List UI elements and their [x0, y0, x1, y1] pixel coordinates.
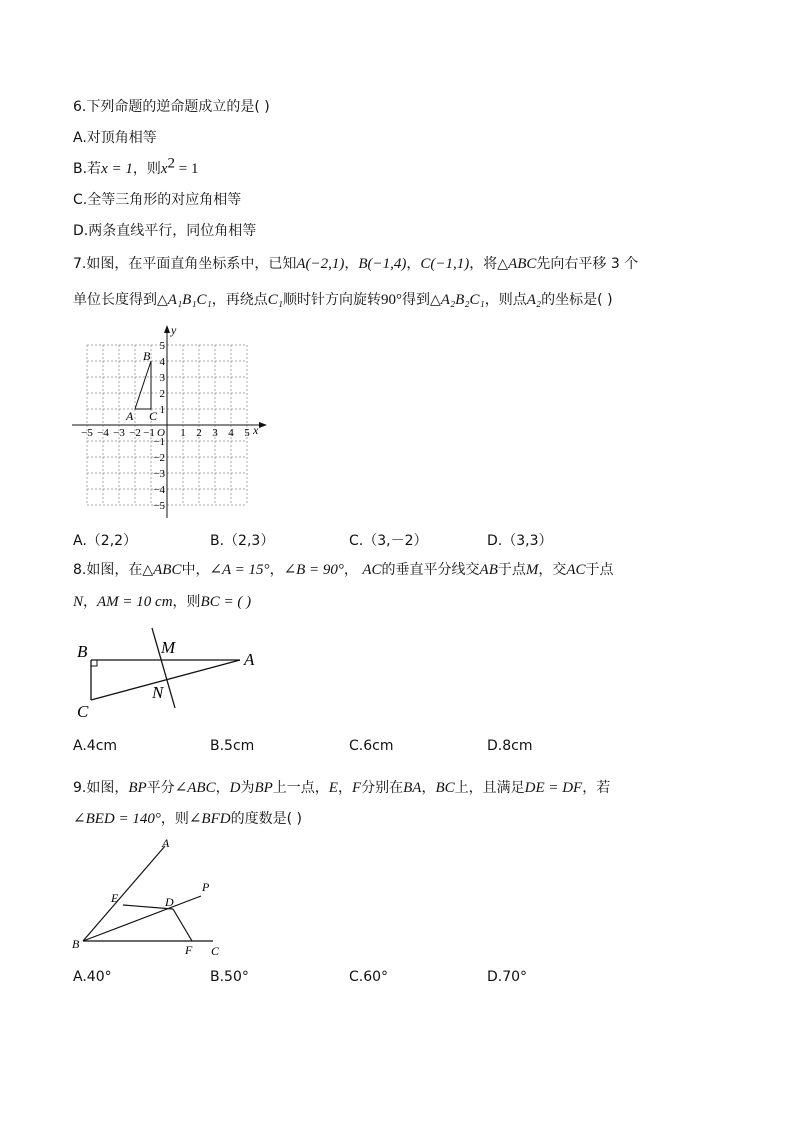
q6-option-c: C.全等三角形的对应角相等 [73, 192, 242, 208]
q6-b-condition: x = 1 [101, 161, 133, 177]
q8-option-a: A.4cm [73, 738, 118, 754]
q9-option-b: B.50° [210, 969, 249, 985]
y-tick: −2 [153, 452, 165, 464]
q8-seg-ac: AC [362, 562, 382, 578]
q9-option-a: A.40° [73, 969, 112, 985]
q9-ba: BA [403, 780, 422, 796]
q8-option-b: B.5cm [210, 738, 255, 754]
label-e: E [111, 891, 119, 905]
q9-stem-line1 [73, 778, 610, 798]
q8-bc: BC = ( ) [200, 594, 252, 610]
label-a: A [162, 836, 170, 850]
q8-triangle-figure [70, 620, 270, 725]
q8-l2-a: ， [83, 594, 98, 610]
label-b: B [72, 937, 80, 951]
x-tick: −1 [143, 427, 155, 439]
q9-l1-a: 9.如图， [73, 780, 129, 796]
x-tick: −2 [129, 427, 141, 439]
q7-angle: 90° [381, 292, 402, 308]
q9-bp: BP [128, 780, 147, 796]
q6-b-result-tail: = 1 [175, 161, 199, 177]
q8-seg-ab: AB [479, 562, 498, 578]
q7-point-c: C(−1,1) [420, 256, 470, 272]
y-tick: 5 [159, 340, 165, 352]
q7-l2-a: 单位长度得到△ [73, 292, 168, 308]
q7-point-a2: A₂ [526, 292, 542, 308]
x-tick: 4 [228, 427, 234, 439]
x-tick: −3 [113, 427, 125, 439]
q9-l1-i: 上，且满足 [454, 780, 525, 796]
q9-d: D [229, 780, 241, 796]
q9-l1-d: 为 [240, 780, 255, 796]
q9-l1-h: ， [421, 780, 436, 796]
q6-b-result-base: x [160, 161, 168, 177]
x-tick: 3 [212, 427, 218, 439]
y-tick: 2 [159, 388, 165, 400]
q9-angle-figure [70, 835, 240, 965]
q7-option-c: C.（3,－2） [349, 533, 428, 549]
label-c: C [211, 944, 220, 958]
q8-seg-ac-2: AC [566, 562, 586, 578]
q6-stem: 6.下列命题的逆命题成立的是( ) [73, 99, 270, 115]
label-b: B [77, 642, 88, 661]
right-angle-mark [91, 660, 97, 666]
y-axis-label: y [171, 323, 177, 337]
q8-l1-b: 中， [181, 562, 210, 578]
x-tick: −4 [97, 427, 109, 439]
y-tick-labels [153, 340, 165, 512]
label-n: N [152, 683, 164, 702]
q9-bc: BC [435, 780, 455, 796]
q9-angle-bfd: ∠BFD [188, 811, 231, 827]
q7-point-a: A(−2,1) [296, 256, 345, 272]
q8-l1-d: 于点 [497, 562, 526, 578]
q8-point-m: M [525, 562, 539, 578]
q8-angle-b: ∠B = 90° [283, 562, 344, 578]
q9-stem-line2 [73, 809, 302, 829]
q7-sep1: ， [344, 256, 359, 272]
y-tick: 1 [159, 404, 165, 416]
q7-triangle-2: A₂B₂C₁ [440, 292, 485, 308]
label-d: D [165, 895, 174, 909]
q9-l1-f: ， [337, 780, 352, 796]
triangle-abc [135, 361, 151, 409]
q6-option-d: D.两条直线平行，同位角相等 [73, 223, 257, 239]
q9-e: E [328, 780, 338, 796]
q9-l1-g: 分别在 [361, 780, 404, 796]
point-label-a: A [126, 409, 134, 423]
q9-bp-2: BP [254, 780, 273, 796]
ray-bp [83, 896, 201, 941]
q7-coordinate-figure [60, 320, 280, 525]
q7-option-b: B.（2,3） [210, 533, 275, 549]
x-tick: 5 [244, 427, 250, 439]
q7-l2-e: ，则点 [484, 292, 527, 308]
y-tick: −5 [153, 500, 165, 512]
y-tick: 4 [159, 356, 165, 368]
origin-label: O [157, 427, 165, 439]
q7-option-d: D.（3,3） [487, 533, 553, 549]
q7-triangle-1: A₁B₁C₁ [167, 292, 212, 308]
q8-triangle: ABC [153, 562, 182, 578]
q6-option-a: A.对顶角相等 [73, 130, 157, 146]
q7-sep2: ， [406, 256, 421, 272]
q8-sep2: ， [343, 562, 363, 578]
q8-sep: ， [269, 562, 284, 578]
q8-l1-f: 于点 [585, 562, 614, 578]
q6-b-middle: ，则 [132, 161, 161, 177]
q7-l2-f: 的坐标是( ) [541, 292, 613, 308]
x-tick: 1 [180, 427, 186, 439]
q9-f: F [351, 780, 362, 796]
q6-b-prefix: B.若 [73, 161, 102, 177]
q7-l2-c: 顺时针方向旋转 [283, 292, 381, 308]
segment-df [173, 909, 192, 941]
q6-option-b [73, 155, 199, 179]
q7-l1-a: 7.如图，在平面直角坐标系中，已知 [73, 256, 297, 272]
label-f: F [185, 943, 193, 957]
y-axis-arrow-icon [164, 325, 170, 333]
x-axis-label: x [253, 423, 259, 437]
y-tick: −3 [153, 468, 165, 480]
q8-l1-c: 的垂直平分线交 [381, 562, 480, 578]
y-tick: 3 [159, 372, 165, 384]
q9-de-df: DE = DF [524, 780, 583, 796]
point-label-c: C [149, 409, 158, 423]
label-m: M [161, 638, 176, 657]
x-axis-arrow-icon [259, 422, 267, 428]
x-tick-labels [81, 427, 250, 439]
q8-option-d: D.8cm [487, 738, 533, 754]
q7-stem-line1 [73, 254, 638, 274]
q9-l1-c: ， [215, 780, 230, 796]
q7-l1-c: 先向右平移 3 个 [536, 256, 639, 272]
q8-l2-b: ，则 [172, 594, 201, 610]
label-a: A [244, 650, 255, 669]
q7-l2-d: 得到△ [402, 292, 441, 308]
q8-l1-a: 8.如图，在△ [73, 562, 154, 578]
q8-stem-line2 [73, 592, 251, 612]
q9-angle-abc: ∠ABC [174, 780, 216, 796]
ray-ba [83, 846, 165, 941]
q7-stem-line2 [73, 290, 613, 310]
q9-l1-b: 平分 [146, 780, 175, 796]
x-tick: −5 [81, 427, 93, 439]
q8-l1-e: ，交 [538, 562, 567, 578]
q9-option-d: D.70° [487, 969, 528, 985]
q8-stem-line1 [73, 560, 614, 580]
q8-angle-a: ∠A = 15° [209, 562, 270, 578]
side-ca [91, 660, 240, 700]
q7-option-a: A.（2,2） [73, 533, 138, 549]
y-tick: −1 [153, 436, 165, 448]
q8-am: AM = 10 cm [97, 594, 173, 610]
q7-l2-b: ，再绕点 [211, 292, 268, 308]
q7-point-b: B(−1,4) [358, 256, 407, 272]
q9-l1-e: 上一点， [272, 780, 329, 796]
q7-triangle: ABC [508, 256, 537, 272]
y-tick: −4 [153, 484, 165, 496]
label-p: P [202, 880, 210, 894]
q9-l1-j: ，若 [582, 780, 611, 796]
label-c: C [77, 702, 89, 721]
q7-point-c1: C₁ [267, 292, 283, 308]
q9-l2-a: ，则 [160, 811, 189, 827]
q9-option-c: C.60° [349, 969, 389, 985]
q9-l2-b: 的度数是( ) [230, 811, 302, 827]
point-label-b: B [143, 349, 151, 363]
x-tick: 2 [196, 427, 202, 439]
q8-option-c: C.6cm [349, 738, 394, 754]
q7-l1-b: ，将△ [469, 256, 509, 272]
q8-point-n: N [73, 594, 84, 610]
q6-b-result-exp: 2 [167, 155, 176, 172]
q9-angle-bed: ∠BED = 140° [73, 811, 161, 827]
